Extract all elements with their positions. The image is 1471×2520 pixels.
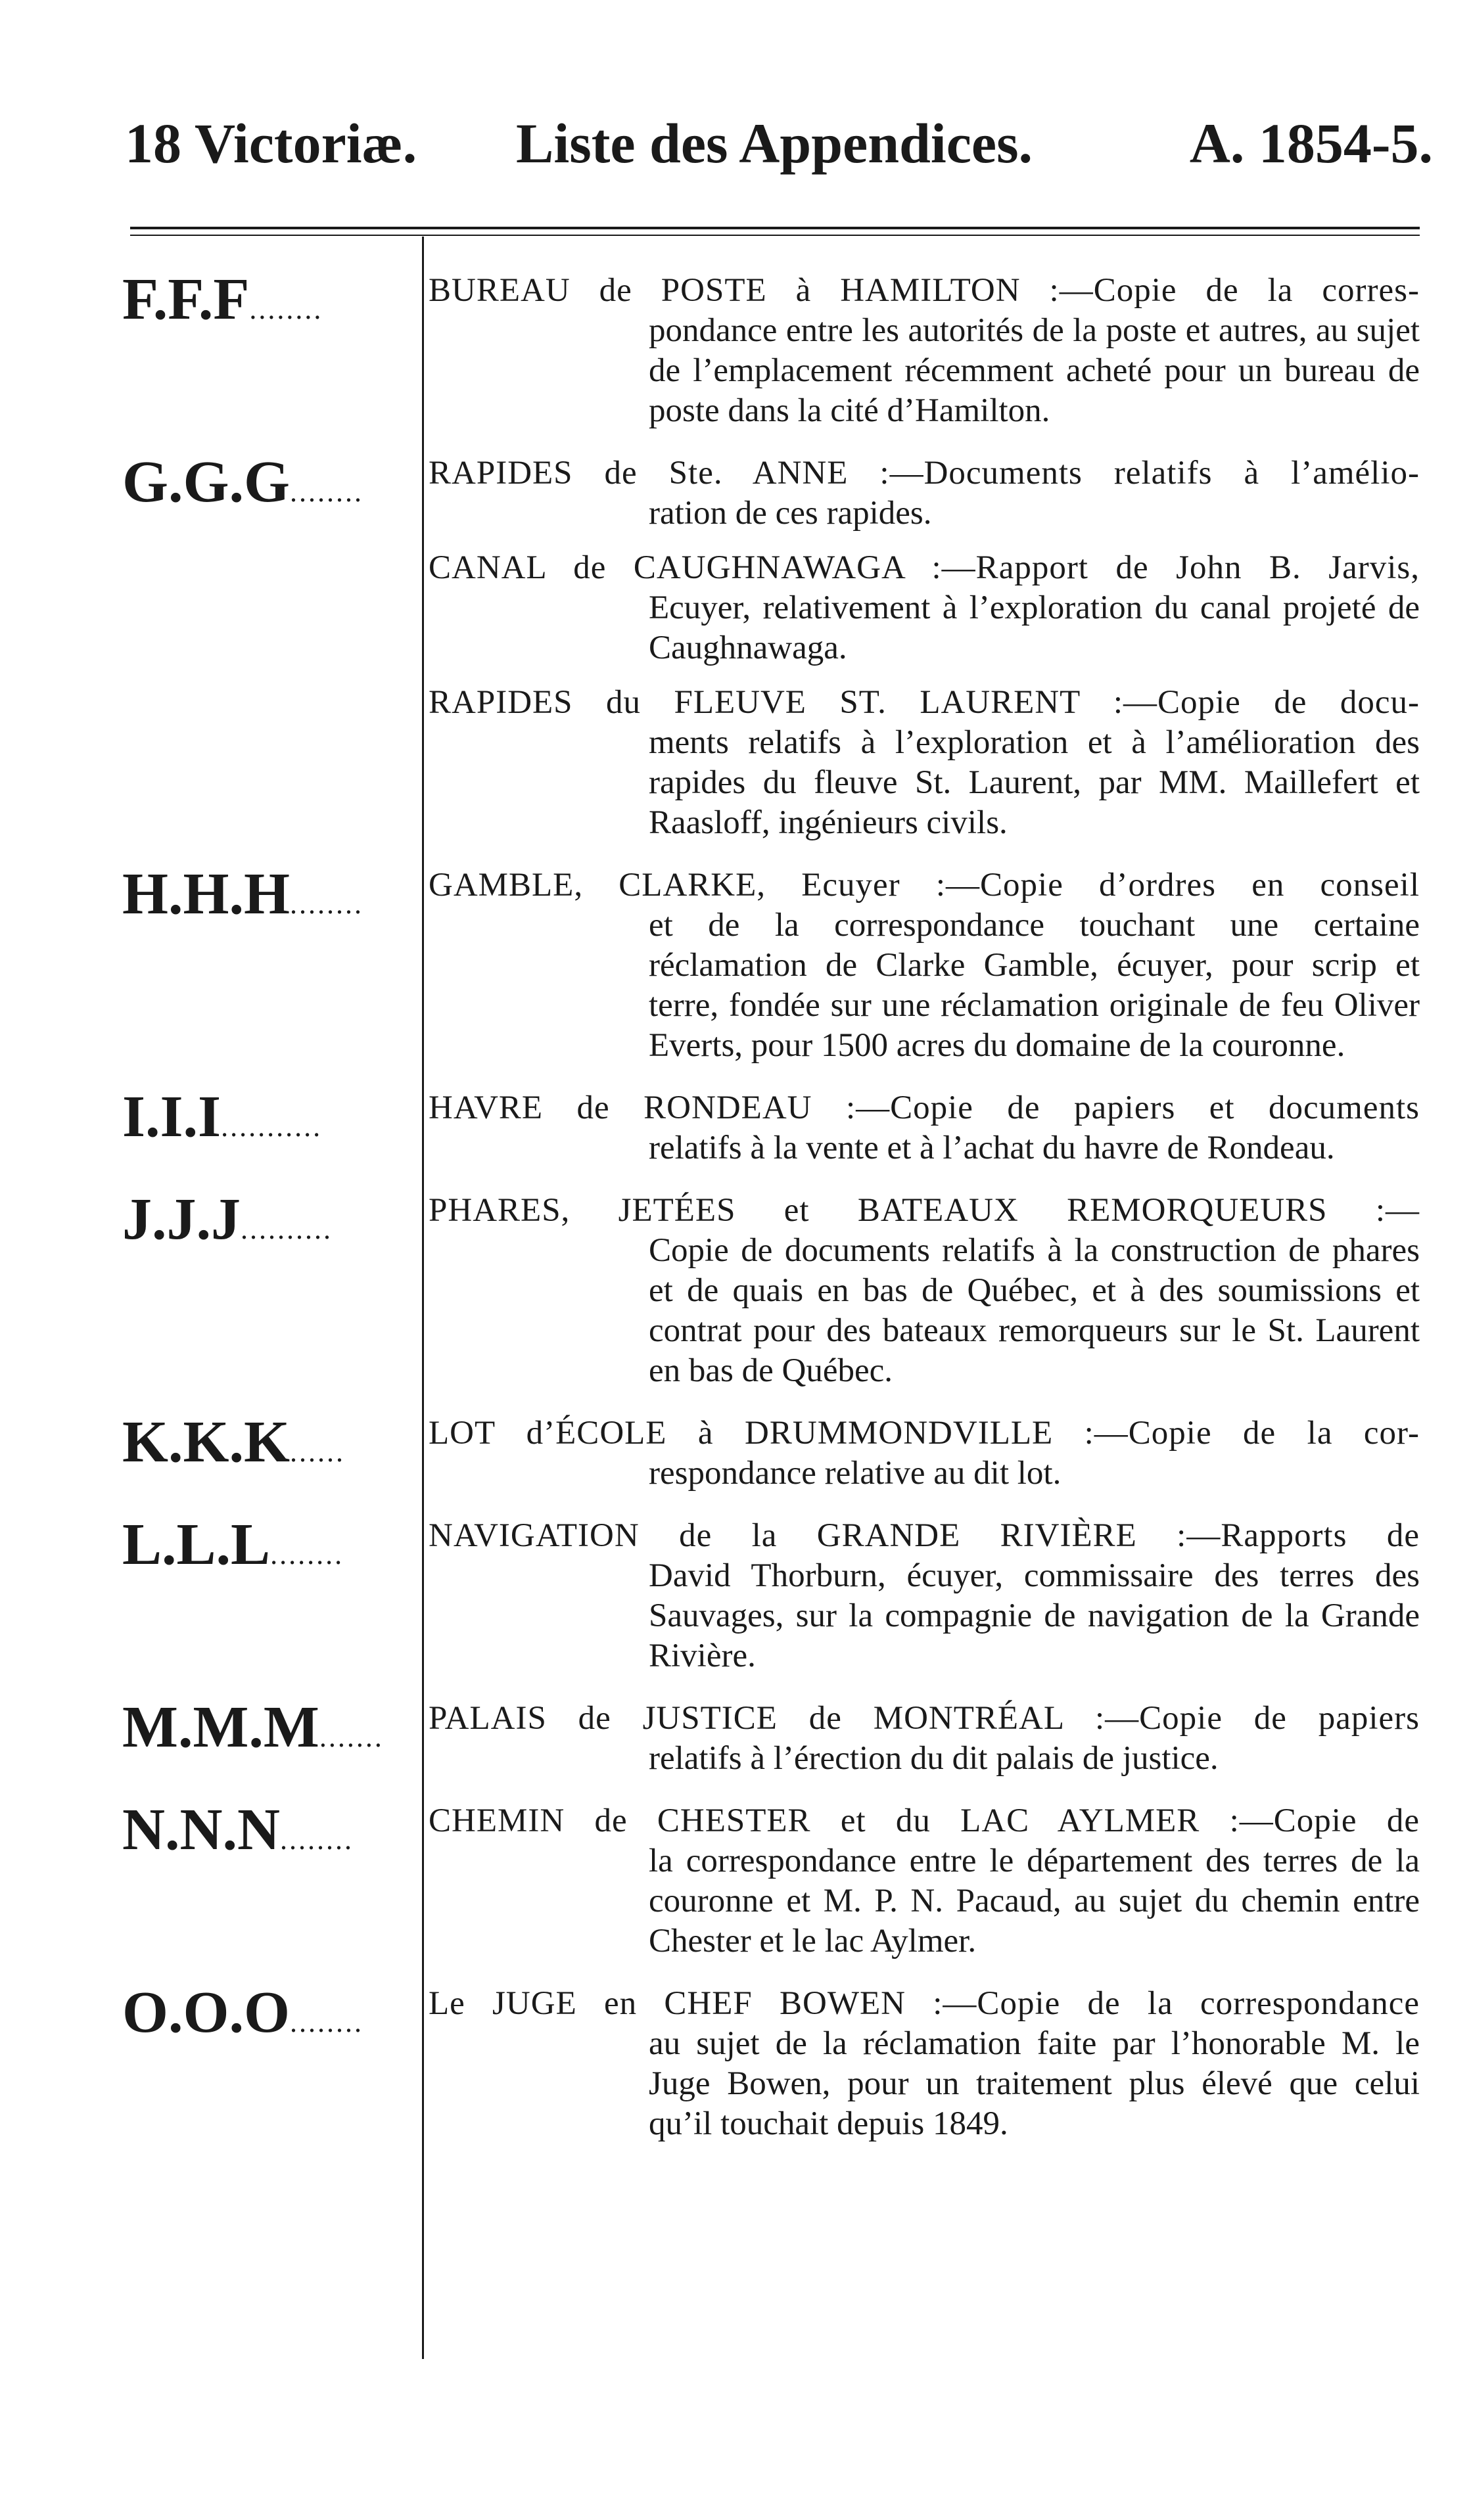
- page-header: [125, 110, 1433, 183]
- header-session: 18 Victoriæ.: [125, 112, 417, 175]
- appendix-code-label: K.K.K: [122, 1409, 291, 1475]
- appendix-code: [122, 1695, 413, 1770]
- item-description: ments relatifs à l’exploration et à l’amélioration des rapides du fleuve St. Laurent, par MM. Maillefert et Raasloff, ingénieurs civils.: [649, 724, 1420, 841]
- appendix-code: [122, 1512, 413, 1588]
- appendix-item: [429, 865, 1420, 1066]
- appendix-entry: [0, 1797, 1471, 1961]
- header-rule-thin: [130, 235, 1420, 236]
- header-year: A. 1854-5.: [1189, 112, 1433, 175]
- appendix-entry: [0, 861, 1471, 1066]
- leader-dots: ........: [290, 2006, 364, 2038]
- appendix-code-label: H.H.H: [122, 861, 291, 927]
- leader-dots: .......: [319, 1721, 384, 1753]
- appendix-entry: [0, 1695, 1471, 1779]
- appendix-code: [122, 1409, 413, 1485]
- leader-dots: ........: [290, 476, 364, 508]
- item-description: Ecuyer, relativement à l’exploration du canal projeté de Caughnawaga.: [649, 589, 1420, 666]
- appendix-item: [429, 1413, 1420, 1494]
- appendix-item: [429, 1801, 1420, 1961]
- item-heading-line: CANAL de CAUGHNAWAGA :—Rapport de John B. Jarvis,: [429, 549, 1420, 586]
- appendix-entry: [0, 1512, 1471, 1676]
- leader-dots: ........: [270, 1538, 344, 1570]
- appendix-item: [429, 1191, 1420, 1391]
- appendix-list: [0, 267, 1471, 2166]
- appendix-code: [122, 449, 413, 525]
- appendix-code-label: J.J.J: [122, 1187, 241, 1252]
- leader-dots: ........: [249, 293, 323, 325]
- item-heading-line: GAMBLE, CLARKE, Ecuyer :—Copie d’ordres en conseil: [429, 867, 1420, 904]
- appendix-code-label: L.L.L: [122, 1512, 271, 1577]
- leader-dots: ........: [280, 1823, 354, 1856]
- leader-dots: ...........: [221, 1111, 323, 1143]
- leader-dots: ......: [290, 1436, 346, 1468]
- appendix-entry: [0, 1187, 1471, 1391]
- item-description: pondance entre les autorités de la poste et autres, au sujet de l’emplacement récemment acheté pour un bureau de poste dans la cité d’Hamilton.: [649, 312, 1420, 429]
- appendix-entry: [0, 267, 1471, 431]
- appendix-item: [429, 1984, 1420, 2144]
- appendix-code-label: M.M.M: [122, 1695, 319, 1760]
- appendix-item: [429, 1088, 1420, 1168]
- item-heading-line: NAVIGATION de la GRANDE RIVIÈRE :—Rapports de: [429, 1517, 1420, 1554]
- header-rule-thick: [130, 227, 1420, 229]
- item-heading-line: CHEMIN de CHESTER et du LAC AYLMER :—Copie de: [429, 1802, 1420, 1839]
- item-description: relatifs à l’érection du dit palais de justice.: [649, 1740, 1219, 1777]
- appendix-code: [122, 1084, 413, 1160]
- item-description: relatifs à la vente et à l’achat du havre de Rondeau.: [649, 1130, 1335, 1166]
- appendix-code: [122, 1797, 413, 1873]
- leader-dots: ........: [290, 888, 364, 920]
- item-description: et de la correspondance touchant une certaine réclamation de Clarke Gamble, écuyer, pour scrip et terre, fondée sur une réclamation originale de feu Oliver Everts, pour 1500 acres du domaine de la couronne.: [649, 907, 1420, 1064]
- appendix-item: [429, 683, 1420, 843]
- appendix-code: [122, 1980, 413, 2055]
- appendix-item: [429, 1699, 1420, 1779]
- item-heading-line: RAPIDES de Ste. ANNE :—Documents relatifs à l’amélio-: [429, 455, 1420, 492]
- leader-dots: ..........: [241, 1213, 333, 1245]
- item-heading-line: HAVRE de RONDEAU :—Copie de papiers et documents: [429, 1089, 1420, 1126]
- appendix-code-label: O.O.O: [122, 1980, 291, 2045]
- appendix-item: [429, 1516, 1420, 1676]
- appendix-entry: [0, 1980, 1471, 2144]
- item-heading-line: BUREAU de POSTE à HAMILTON :—Copie de la corres-: [429, 272, 1420, 309]
- appendix-entry: [0, 1409, 1471, 1494]
- item-heading-line: Le JUGE en CHEF BOWEN :—Copie de la correspondance: [429, 1985, 1420, 2022]
- appendix-code-label: F.F.F: [122, 267, 250, 332]
- appendix-code-label: G.G.G: [122, 449, 291, 515]
- item-description: au sujet de la réclamation faite par l’honorable M. le Juge Bowen, pour un traitement plus élevé que celui qu’il touchait depuis 1849.: [649, 2025, 1420, 2142]
- appendix-item: [429, 548, 1420, 668]
- header-title: Liste des Appendices.: [516, 112, 1033, 175]
- item-heading-line: PHARES, JETÉES et BATEAUX REMORQUEURS :—: [429, 1192, 1420, 1229]
- appendix-code-label: I.I.I: [122, 1084, 222, 1149]
- appendix-item: [429, 271, 1420, 431]
- appendix-code: [122, 861, 413, 937]
- item-description: respondance relative au dit lot.: [649, 1455, 1062, 1492]
- item-heading-line: RAPIDES du FLEUVE ST. LAURENT :—Copie de docu-: [429, 684, 1420, 721]
- item-description: ration de ces rapides.: [649, 495, 932, 532]
- appendix-code: [122, 1187, 413, 1262]
- appendix-entry: [0, 1084, 1471, 1168]
- item-description: la correspondance entre le département des terres de la couronne et M. P. N. Pacaud, au sujet du chemin entre Chester et le lac Aylmer.: [649, 1843, 1420, 1959]
- item-heading-line: PALAIS de JUSTICE de MONTRÉAL :—Copie de papiers: [429, 1700, 1420, 1737]
- item-heading-line: LOT d’ÉCOLE à DRUMMONDVILLE :—Copie de la cor-: [429, 1415, 1420, 1452]
- appendix-code: [122, 267, 413, 342]
- item-description: David Thorburn, écuyer, commissaire des terres des Sauvages, sur la compagnie de navigation de la Grande Rivière.: [649, 1557, 1420, 1674]
- appendix-code-label: N.N.N: [122, 1797, 280, 1862]
- appendix-entry: [0, 449, 1471, 843]
- item-description: Copie de documents relatifs à la construction de phares et de quais en bas de Québec, et à des soumissions et contrat pour des bateaux remorqueurs sur le St. Laurent en bas de Québec.: [649, 1232, 1420, 1389]
- appendix-item: [429, 453, 1420, 534]
